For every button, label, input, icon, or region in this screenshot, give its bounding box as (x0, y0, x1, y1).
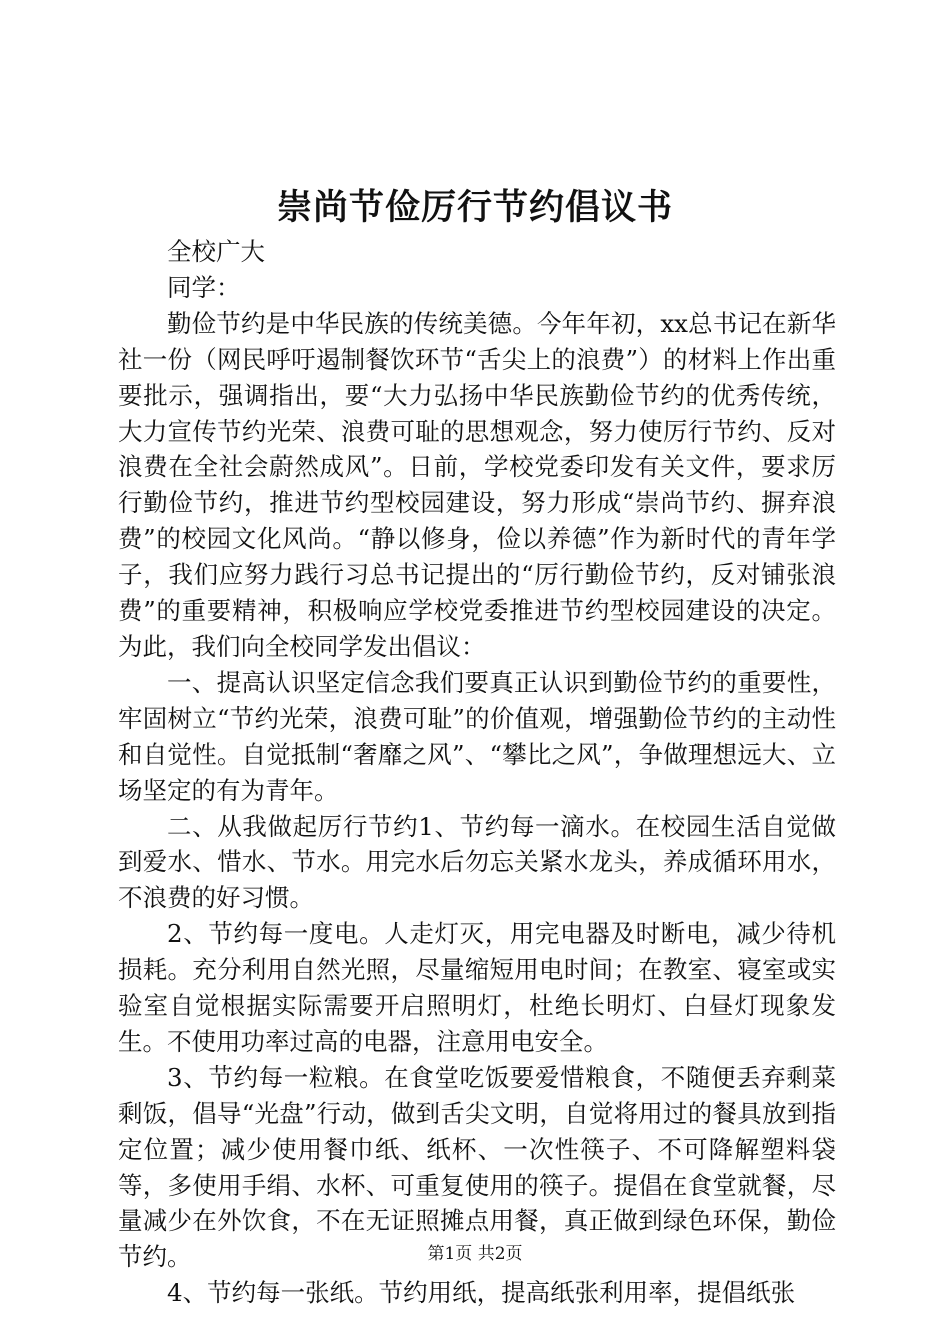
paragraph-food: 3、节约每一粒粮。在食堂吃饭要爱惜粮食，不随便丢弃剩菜剩饭，倡导“光盘”行动，做到舌尖文明，自觉将用过的餐具放到指定位置；减少使用餐巾纸、纸杯、一次性筷子、不可降解塑料袋等，多使用手绢、水杯、可重复使用的筷子。提倡在食堂就餐，尽量减少在外饮食，不在无证照摊点用餐，真正做到绿色环保，勤俭节约。 (118, 1062, 836, 1272)
paragraph-paper: 4、节约每一张纸。节约用纸，提高纸张利用率，提倡纸张 (167, 1278, 796, 1308)
salutation-line-2: 同学： (167, 272, 241, 302)
paragraph-intro: 勤俭节约是中华民族的传统美德。今年年初，xx总书记在新华社一份（网民呼吁遏制餐饮环节“舌尖上的浪费”）的材料上作出重要批示，强调指出，要“大力弘扬中华民族勤俭节约的优秀传统，大力宣传节约光荣、浪费可耻的思想观念，努力使厉行节约、反对浪费在全社会蔚然成风”。日前，学校党委印发有关文件，要求厉行勤俭节约，推进节约型校园建设，努力形成“崇尚节约、摒弃浪费”的校园文化风尚。“静以修身，俭以养德”作为新时代的青年学子，我们应努力践行习总书记提出的“厉行勤俭节约，反对铺张浪费”的重要精神，积极响应学校党委推进节约型校园建设的决定。为此，我们向全校同学发出倡议： (118, 308, 836, 661)
paragraph-electricity: 2、节约每一度电。人走灯灭，用完电器及时断电，减少待机损耗。充分利用自然光照，尽量缩短用电时间；在教室、寝室或实验室自觉根据实际需要开启照明灯，杜绝长明灯、白昼灯现象发生。不使用功率过高的电器，注意用电安全。 (118, 919, 836, 1056)
document-body (118, 234, 836, 1311)
paragraph-proposal-1: 一、提高认识坚定信念我们要真正认识到勤俭节约的重要性，牢固树立“节约光荣，浪费可耻”的价值观，增强勤俭节约的主动性和自觉性。自觉抵制“奢靡之风”、“攀比之风”，争做理想远大、立场坚定的有为青年。 (118, 667, 836, 805)
page-footer: 第1页 共2页 (427, 1244, 523, 1264)
salutation-line-1: 全校广大 (167, 237, 265, 266)
document-title: 崇尚节俭厉行节约倡议书 (276, 187, 673, 228)
paragraph-proposal-2: 二、从我做起厉行节约1、节约每一滴水。在校园生活自觉做到爱水、惜水、节水。用完水后勿忘关紧水龙头，养成循环用水，不浪费的好习惯。 (118, 811, 836, 913)
